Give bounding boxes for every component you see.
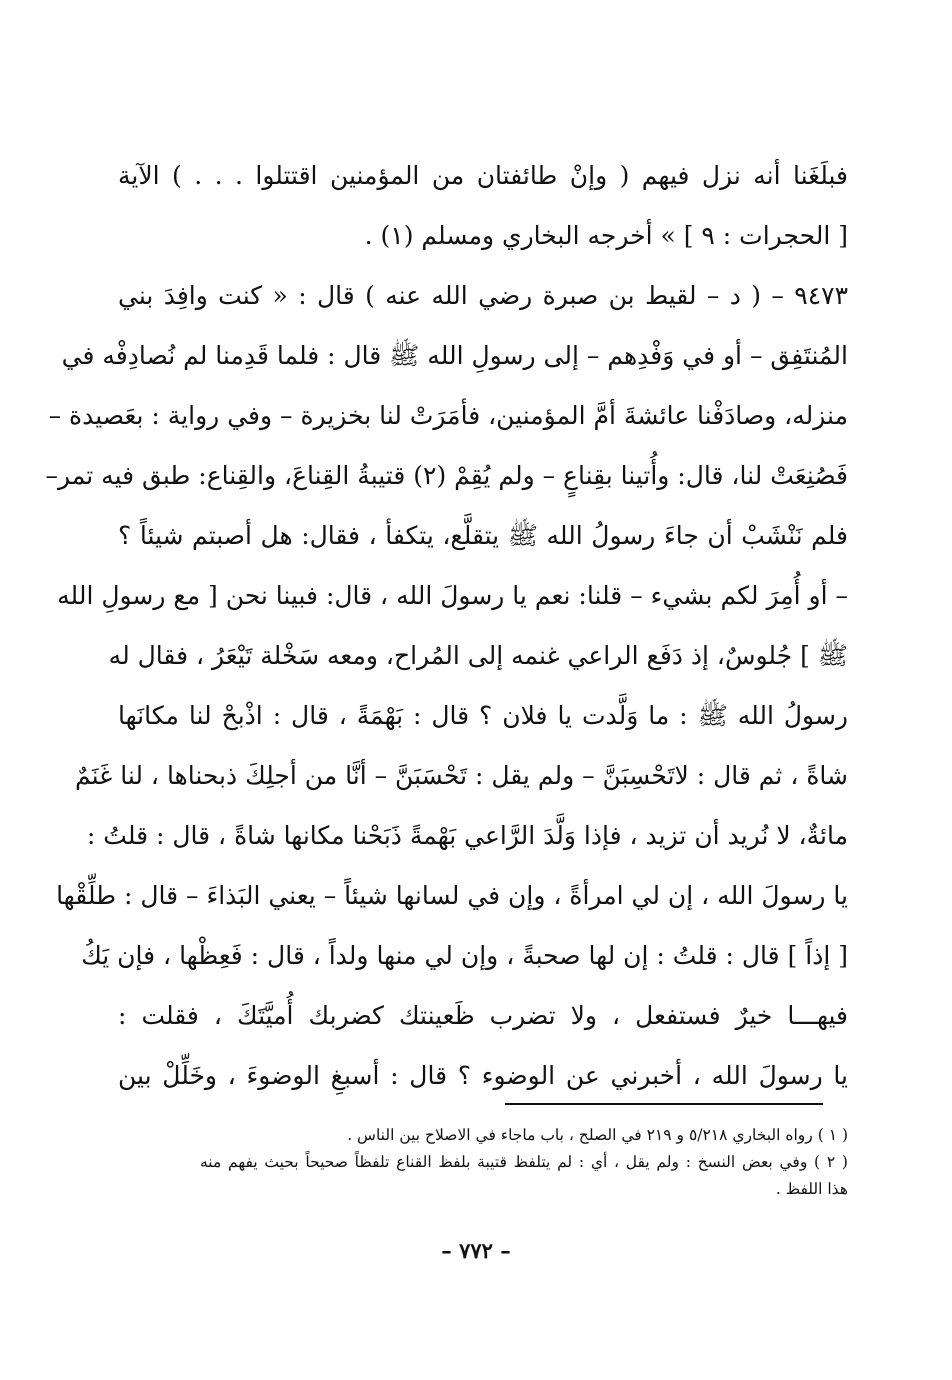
text-line: [ إذاً ] قال : قلتُ : إن لها صحبةً ، وإن لي منها ولداً ، قال : فَعِظْها ، فإن يَكُ — [81, 941, 848, 970]
footnote-separator — [505, 1103, 823, 1105]
text-line: مائةٌ، لا نُريد أن تزيد ، فإذا وَلَّدَ الرَّاعي بَهْمةً ذَبَحْنا مكانها شاةً ، قال : قلتُ : — [86, 821, 848, 850]
text-line: فَصُنِعَتْ لنا، قال: وأُتينا بقِناعٍ – ولم يُقِمْ (٢) قتيبةُ القِناعَ، والقِناع: طبق فيه تمر– — [45, 461, 848, 490]
footnote-2-continued: هذا اللفظ . — [775, 1180, 848, 1198]
text-line: فبلَغَنا أنه نزل فيهم ( وإنْ طائفتان من المؤمنين اقتتلوا . . . ) الآية — [118, 161, 848, 190]
text-line: رسولُ الله ﷺ : ما وَلَّدت يا فلان ؟ قال : بَهْمَةً ، قال : اذْبحْ لنا مكانَها — [118, 701, 848, 730]
text-line: يا رسولَ الله ، أخبرني عن الوضوء ؟ قال : أسبغِ الوضوءَ ، وخَلِّلْ بين — [118, 1061, 848, 1090]
page-number: – ٧٧٢ – — [441, 1238, 511, 1263]
text-line: فلم نَنْشَبْ أن جاءَ رسولُ الله ﷺ يتقلَّع، يتكفأ ، فقال: هل أصبتم شيئاً ؟ — [118, 521, 848, 550]
text-line: [ الحجرات : ٩ ] » أخرجه البخاري ومسلم (١) . — [364, 221, 848, 250]
footnote-2: ( ٢ ) وفي بعض النسخ : ولم يقل ، أي : لم يتلفظ قتيبة بلفظ القناع تلفظاً صحيحاً بحيث يفهم منه — [200, 1153, 848, 1171]
footnote-1: ( ١ ) رواه البخاري ٥/٢١٨ و ٢١٩ في الصلح ، باب ماجاء في الاصلاح بين الناس . — [347, 1126, 848, 1144]
main-text — [45, 146, 848, 1106]
text-line: منزله، وصادَفْنا عائشةَ أمَّ المؤمنين، فأمَرَتْ لنا بخزيرة – وفي رواية : بعَصيدة – — [48, 401, 848, 430]
text-line: المُنتَفِق – أو في وَفْدِهم – إلى رسولِ الله ﷺ قال : فلما قَدِمنا لم نُصادِفْه في — [61, 341, 848, 370]
text-line: – أو أُمِرَ لكم بشيء – قلنا: نعم يا رسولَ الله ، قال: فبينا نحن [ مع رسولِ الله — [57, 581, 848, 610]
hadith-heading-line: ٩٤٧٣ – ( د – لقيط بن صبرة رضي الله عنه ) قال : « كنت وافِدَ بني — [118, 281, 848, 310]
text-line: يا رسولَ الله ، إن لي امرأةً ، وإن في لسانها شيئاً – يعني البَذاءَ – قال : طلِّقْها — [56, 881, 848, 910]
footnotes — [200, 1122, 848, 1203]
text-line: فيهـــا خيرٌ فستفعل ، ولا تضرب ظَعينتك كضربك أُميَّتَكَ ، فقلت : — [118, 1001, 848, 1030]
text-line: شاةً ، ثم قال : لاتَحْسِبَنَّ – ولم يقل : تَحْسَبَنَّ – أنَّا من أجلِكَ ذبحناها ، لنا غَنَمٌ — [75, 761, 848, 790]
text-line: ﷺ ] جُلوسٌ، إذ دَفَع الراعي غنمه إلى المُراح، ومعه سَخْلة تَيْعَرُ ، فقال له — [108, 641, 848, 670]
